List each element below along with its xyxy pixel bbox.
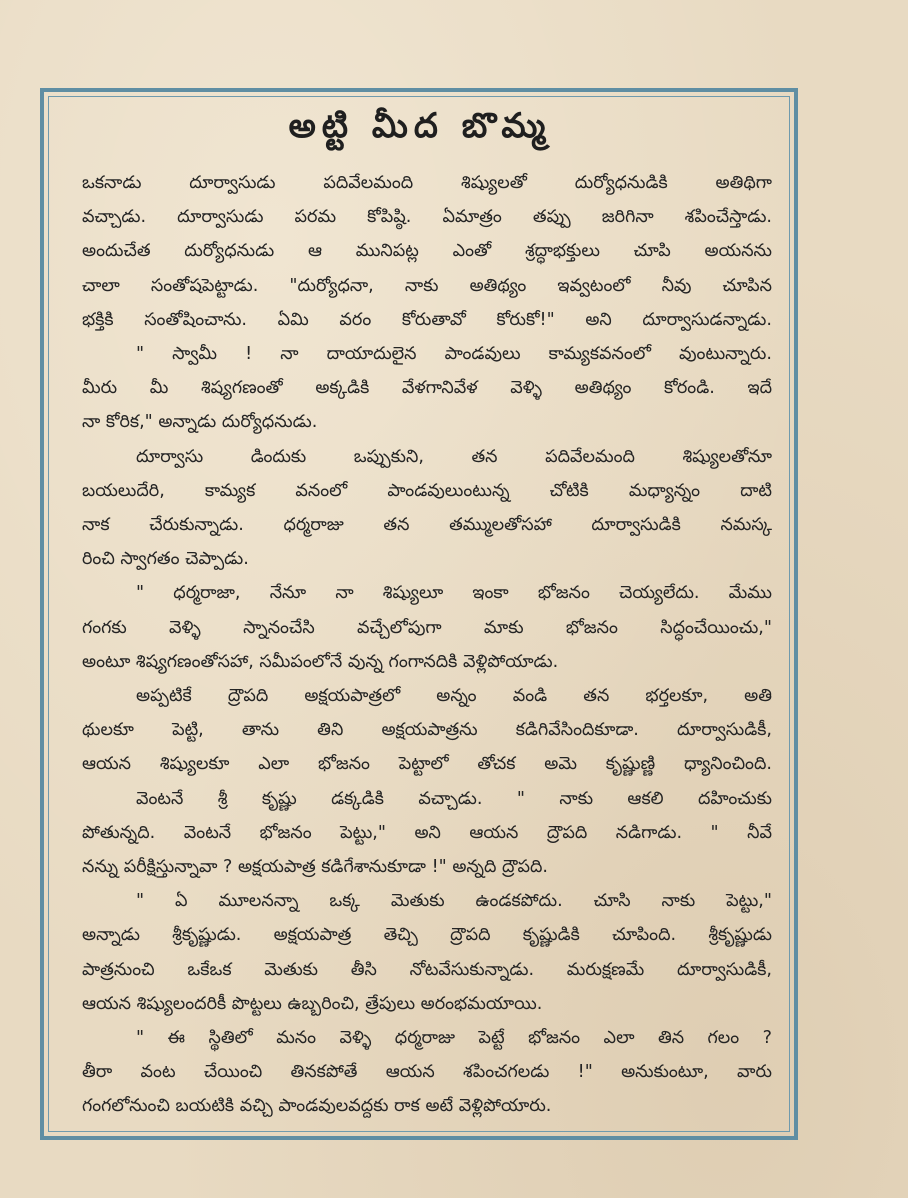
text-line: " స్వామీ ! నా దాయాదులైన పాండవులు కామ్యకవనంలో వుంటున్నారు. (136, 344, 772, 365)
text-line: దూర్వాసు డిందుకు ఒప్పుకుని, తన పదివేలమంది శిష్యులతోనూ (136, 446, 772, 467)
text-line: అందుచేత దుర్యోధనుడు ఆ మునిపట్ల ఎంతో శ్రద్ధాభక్తులు చూపి అయనను (82, 241, 772, 262)
text-line: అప్పటికే ద్రౌపది అక్షయపాత్రలో అన్నం వండి తన భర్తలకూ, అతి (136, 686, 772, 707)
text-line: వచ్చాడు. దూర్వాసుడు పరమ కోపిష్ఠి. ఏమాత్రం తప్పు జరిగినా శపించేస్తాడు. (82, 207, 772, 228)
text-line: తీరా వంట చేయించి తినకపోతే ఆయన శపించగలడు !" అనుకుంటూ, వారు (82, 1062, 772, 1083)
text-line: పోతున్నది. వెంటనే భోజనం పెట్టు," అని ఆయన ద్రౌపది నడిగాడు. " నీవే (82, 822, 772, 843)
text-line: నాక చేరుకున్నాడు. ధర్మరాజు తన తమ్ములతోసహా దూర్వాసుడికి నమస్క (82, 515, 772, 536)
text-line: " ఈ స్థితిలో మనం వెళ్ళి ధర్మరాజు పెట్టే భోజనం ఎలా తిన గలం ? (136, 1028, 772, 1049)
text-line: థులకూ పెట్టి, తాను తిని అక్షయపాత్రను కడిగివేసిందికూడా. దూర్వాసుడికీ, (82, 720, 772, 741)
text-line: ఆయన శిష్యులందరికీ పొట్టలు ఉబ్బరించి, త్రేపులు అరంభమయాయి. (82, 993, 543, 1014)
text-line: " ఏ మూలనన్నా ఒక్క మెతుకు ఉండకపోదు. చూసి నాకు పెట్టు," (136, 891, 772, 912)
text-line: భక్తికి సంతోషించాను. ఏమి వరం కోరుతావో కోరుకో!" అని దూర్వాసుడన్నాడు. (82, 309, 772, 330)
text-line: అంటూ శిష్యగణంతోసహా, సమీపంలోనే వున్న గంగానదికి వెళ్లిపోయాడు. (82, 651, 559, 672)
story-body (82, 166, 772, 1124)
text-line: వెంటనే శ్రీ కృష్ణు డక్కడికి వచ్చాడు. " నాకు ఆకలి దహించుకు (136, 788, 772, 809)
text-line: గంగకు వెళ్ళి స్నానంచేసి వచ్చేలోపుగా మాకు భోజనం సిద్ధంచేయించు," (82, 617, 772, 638)
text-line: ఒకనాడు దూర్వాసుడు పదివేలమంది శిష్యులతో దుర్యోధనుడికి అతిథిగా (82, 173, 772, 193)
text-line: ఆయన శిష్యులకూ ఎలా భోజనం పెట్టాలో తోచక అమె కృష్ణుణ్ణి ధ్యానించింది. (82, 754, 772, 775)
text-line: నా కోరిక," అన్నాడు దుర్యోధనుడు. (82, 412, 318, 433)
story-title: అట్టి మీద బొమ్మ (288, 106, 552, 146)
text-line: గంగలోనుంచి బయటికి వచ్చి పాండవులవద్దకు రాక అటే వెళ్లిపోయారు. (82, 1096, 552, 1117)
text-line: " ధర్మరాజా, నేనూ నా శిష్యులూ ఇంకా భోజనం చెయ్యలేదు. మేము (136, 583, 772, 604)
text-line: చాలా సంతోషపెట్టాడు. "దుర్యోధనా, నాకు అతిథ్యం ఇవ్వటంలో నీవు చూపిన (82, 275, 772, 296)
text-line: పాత్రనుంచి ఒకేఒక మెతుకు తీసి నోటవేసుకున్నాడు. మరుక్షణమే దూర్వాసుడికీ, (82, 959, 772, 980)
text-line: బయలుదేరి, కామ్యక వనంలో పాండవులుంటున్న చోటికి మధ్యాన్నం దాటి (82, 480, 772, 501)
text-line: నన్ను పరీక్షిస్తున్నావా ? అక్షయపాత్ర కడిగేశానుకూడా !" అన్నది ద్రౌపది. (82, 857, 548, 878)
text-line: మీరు మీ శిష్యగణంతో అక్కడికి వేళగానివేళ వెళ్ళి అతిథ్యం కోరండి. ఇదే (82, 378, 772, 399)
text-line: అన్నాడు శ్రీకృష్ణుడు. అక్షయపాత్ర తెచ్చి ద్రౌపది కృష్ణుడికి చూపింది. శ్రీకృష్ణుడు (82, 925, 772, 946)
text-line: రించి స్వాగతం చెప్పాడు. (82, 549, 249, 570)
